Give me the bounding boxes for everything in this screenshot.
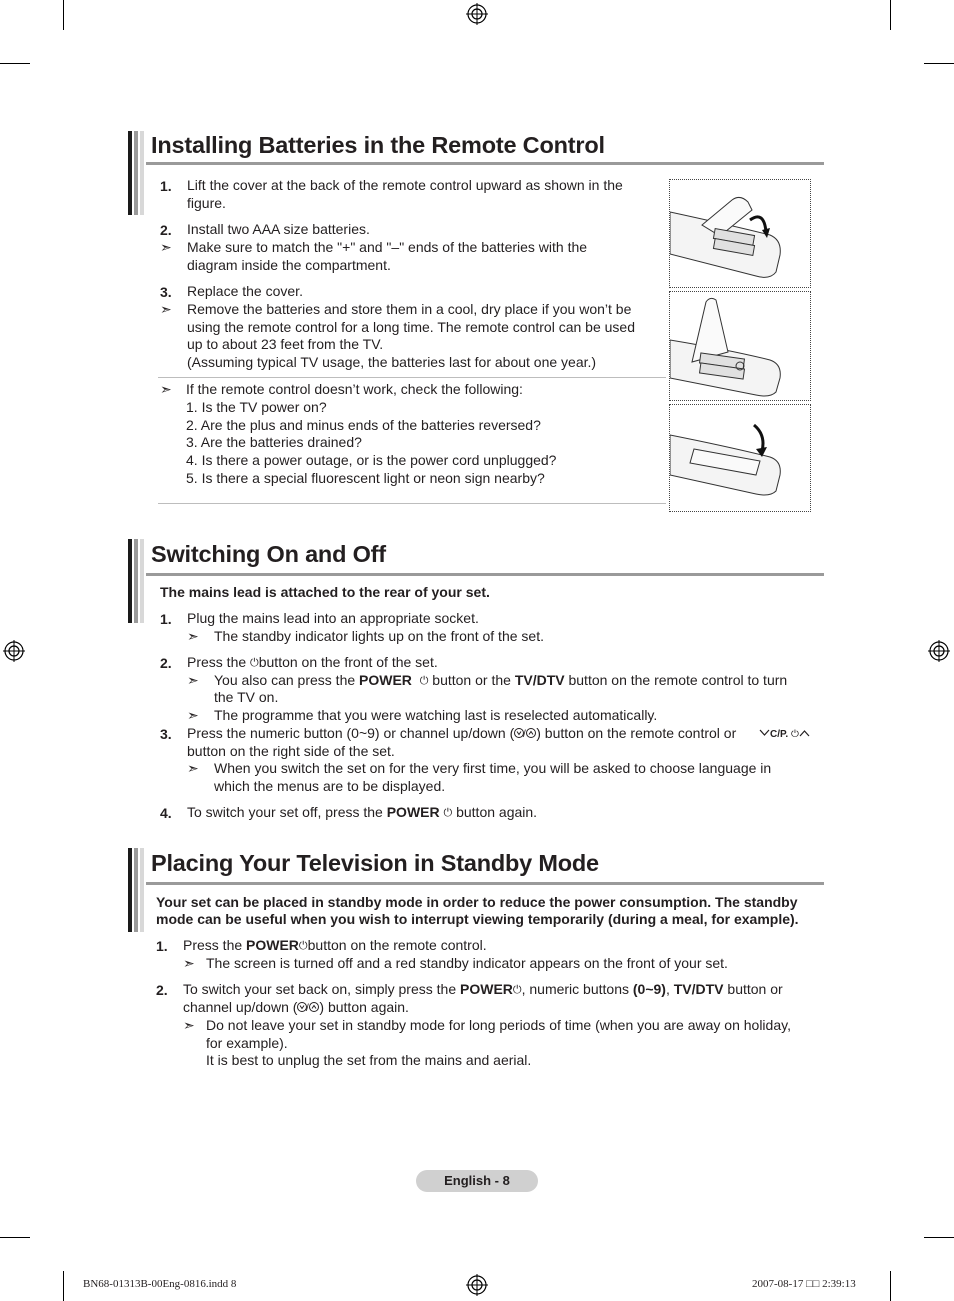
- section-rule: [146, 573, 824, 576]
- section-bar: [128, 848, 144, 932]
- section-bar: [128, 131, 144, 215]
- file-slug: BN68-01313B-00Eng-0816.indd 8: [83, 1278, 237, 1290]
- step-number: 3.: [160, 284, 172, 300]
- text-part: ,: [665, 981, 674, 997]
- step-text: figure.: [187, 195, 226, 211]
- arrow-note-icon: ➣: [187, 707, 199, 723]
- power-label: POWER: [359, 672, 412, 688]
- section-title-switching: Switching On and Off: [151, 541, 386, 567]
- power-icon: ⏻: [298, 940, 308, 952]
- note-text: Remove the batteries and store them in a cool, dry place if you won’t be: [187, 301, 632, 317]
- registration-mark-icon: [3, 640, 25, 662]
- divider: [158, 503, 666, 504]
- note-text: The standby indicator lights up on the front of the set.: [214, 628, 544, 644]
- arrow-note-icon: ➣: [187, 628, 199, 644]
- step-number: 3.: [160, 726, 172, 742]
- step-text: [183, 981, 783, 1000]
- text-part: button again.: [452, 804, 538, 820]
- note-text: Do not leave your set in standby mode for long periods of time (when you are away on holiday,: [206, 1017, 791, 1033]
- numbers-label: (0~9): [632, 981, 666, 997]
- intro-text: Your set can be placed in standby mode in order to reduce the power consumption. The standby: [156, 894, 798, 910]
- crop-mark: [890, 1271, 891, 1301]
- crop-mark: [0, 1237, 30, 1238]
- remote-battery-figure: [669, 404, 811, 512]
- section-title-batteries: Installing Batteries in the Remote Control: [151, 132, 605, 158]
- channel-up-down-icon: [297, 1001, 319, 1013]
- step-text: [187, 804, 537, 823]
- text-part: ) button on the remote control or: [536, 725, 737, 741]
- step-text: Lift the cover at the back of the remote control upward as shown in the: [187, 177, 623, 193]
- note-text: The programme that you were watching last is reselected automatically.: [214, 707, 658, 723]
- registration-mark-icon: [466, 3, 488, 25]
- channel-up-down-icon: [514, 727, 536, 739]
- note-text: The screen is turned off and a red standby indicator appears on the front of your set.: [206, 955, 728, 971]
- note-text: using the remote control for a long time. The remote control can be used: [187, 319, 635, 335]
- tvdtv-label: TV/DTV: [673, 981, 724, 997]
- step-text: button on the right side of the set.: [187, 743, 395, 759]
- note-text: Make sure to match the "+" and "–" ends of the batteries with the: [187, 239, 588, 255]
- text-part: channel up/down (: [183, 999, 298, 1015]
- step-number: 2.: [160, 222, 172, 238]
- crop-mark: [63, 1271, 64, 1301]
- power-icon: ⏻: [419, 675, 429, 687]
- text-part: You also can press the: [214, 672, 360, 688]
- section-title-standby: Placing Your Television in Standby Mode: [151, 850, 599, 876]
- remote-battery-figure: [669, 179, 811, 288]
- check-text: If the remote control doesn’t work, check the following:: [186, 381, 523, 397]
- arrow-note-icon: ➣: [160, 301, 172, 317]
- step-number: 2.: [156, 982, 168, 998]
- arrow-note-icon: ➣: [187, 672, 199, 688]
- arrow-note-icon: ➣: [183, 955, 195, 971]
- note-text: up to about 23 feet from the TV.: [187, 336, 384, 352]
- page-number-badge: English - 8: [416, 1170, 538, 1192]
- check-item: 4. Is there a power outage, or is the power cord unplugged?: [186, 452, 557, 468]
- divider: [158, 377, 666, 378]
- step-number: 1.: [160, 178, 172, 194]
- note-text: When you switch the set on for the very first time, you will be asked to choose language in: [214, 760, 772, 776]
- crop-mark: [924, 1237, 954, 1238]
- section-bar: [128, 539, 144, 623]
- note-text: diagram inside the compartment.: [187, 257, 391, 273]
- note-text: (Assuming typical TV usage, the batteries last for about one year.): [187, 354, 597, 370]
- crop-mark: [63, 0, 64, 30]
- intro-text: mode can be useful when you wish to interrupt viewing temporarily (during a meal, for example).: [156, 911, 799, 927]
- crop-mark: [890, 0, 891, 30]
- step-text: Install two AAA size batteries.: [187, 221, 370, 237]
- text-part: button or the: [428, 672, 515, 688]
- crop-mark: [0, 63, 30, 64]
- check-item: 5. Is there a special fluorescent light or neon sign nearby?: [186, 470, 545, 486]
- step-text: Plug the mains lead into an appropriate socket.: [187, 610, 479, 626]
- registration-mark-icon: [466, 1274, 488, 1296]
- power-icon: ⏻: [512, 984, 522, 996]
- step-text: [183, 937, 487, 956]
- text-part: , numeric buttons: [521, 981, 633, 997]
- step-number: 2.: [160, 655, 172, 671]
- step-text: [187, 725, 736, 743]
- step-number: 1.: [160, 611, 172, 627]
- step-number: 1.: [156, 938, 168, 954]
- cp-button-symbols: [759, 726, 810, 743]
- text-part: To switch your set off, press the: [187, 804, 387, 820]
- text-part: Press the: [187, 654, 251, 670]
- section-rule: [146, 882, 824, 885]
- step-text: Replace the cover.: [187, 283, 303, 299]
- text-part: Press the numeric button (0~9) or channel up/down (: [187, 725, 515, 741]
- step-text: [183, 999, 409, 1017]
- note-text: It is best to unplug the set from the mains and aerial.: [206, 1052, 532, 1068]
- section-rule: [146, 162, 824, 165]
- step-text: [187, 654, 438, 673]
- text-part: ) button again.: [319, 999, 409, 1015]
- chevron-up-icon: [799, 729, 810, 737]
- power-icon: ⏻: [443, 807, 453, 819]
- chevron-down-icon: [759, 729, 770, 737]
- power-label: POWER: [246, 937, 299, 953]
- check-item: 1. Is the TV power on?: [186, 399, 327, 415]
- text-part: Press the: [183, 937, 247, 953]
- arrow-note-icon: ➣: [160, 381, 172, 397]
- power-label: POWER: [386, 804, 440, 820]
- note-text: for example).: [206, 1035, 288, 1051]
- power-icon: ⏻: [250, 657, 259, 669]
- crop-mark: [924, 63, 954, 64]
- text-part: button on the front of the set.: [258, 654, 438, 670]
- note-text: the TV on.: [214, 689, 279, 705]
- check-item: 3. Are the batteries drained?: [186, 434, 362, 450]
- slash-char: /: [306, 1003, 310, 1013]
- text-part: button on the remote control.: [307, 937, 487, 953]
- slash-char: /: [523, 729, 527, 739]
- text-part: button or: [723, 981, 783, 997]
- power-label: POWER: [460, 981, 513, 997]
- remote-battery-figure: [669, 291, 811, 401]
- text-part: button on the remote control to turn: [564, 672, 788, 688]
- tvdtv-label: TV/DTV: [514, 672, 565, 688]
- text-part: To switch your set back on, simply press the: [183, 981, 460, 997]
- step-number: 4.: [160, 805, 172, 821]
- arrow-note-icon: ➣: [187, 760, 199, 776]
- registration-mark-icon: [928, 640, 950, 662]
- check-item: 2. Are the plus and minus ends of the batteries reversed?: [186, 417, 541, 433]
- cp-label: C/P.: [770, 729, 789, 740]
- arrow-note-icon: ➣: [183, 1017, 195, 1033]
- note-text: [214, 672, 787, 691]
- date-slug: 2007-08-17 □□ 2:39:13: [752, 1278, 856, 1290]
- note-text: which the menus are to be displayed.: [214, 778, 446, 794]
- arrow-note-icon: ➣: [160, 239, 172, 255]
- power-icon: ⏻: [790, 729, 799, 740]
- intro-text: The mains lead is attached to the rear of your set.: [160, 584, 490, 600]
